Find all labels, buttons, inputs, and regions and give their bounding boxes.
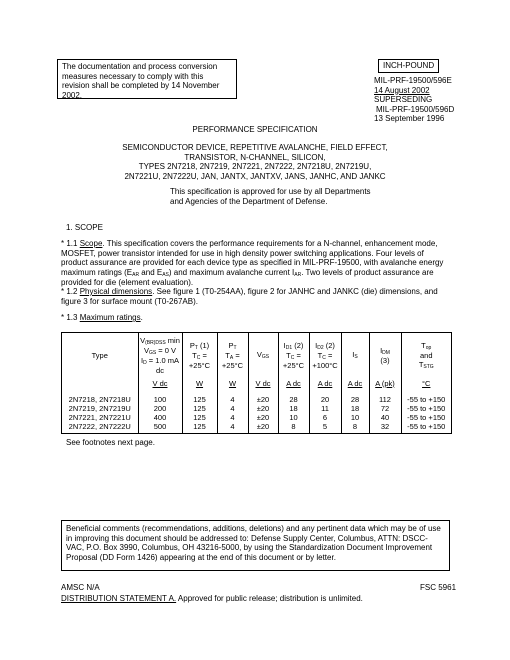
amsc-label: AMSC N/A [61,583,100,592]
col-header-id2: $I_{D2}$ (2) $T_C$ = +100°C [309,333,341,377]
approval-statement [170,187,371,206]
subject-line: 2N7221U, 2N7222U, JAN, JANTX, JANTXV, JANS, JANHC, AND JANKC [124,171,386,181]
para-text: . See figure 1 (T0-254AA), figure 2 for JANHC and JANKC (die) dimensions, and figure 3 for surface mount (T0-267AB). [61,287,438,306]
doc-date: 14 August 2002 [374,85,430,95]
para-text: and E [139,267,163,277]
para-number: * 1.3 [61,313,78,322]
para-subscript: AS [162,271,169,278]
col-header-type: Type [62,333,138,377]
para-number: * 1.1 [61,239,78,248]
unit-cell: A dc [309,377,341,389]
table-row: 2N7222, 2N7222U 500 125 4 ±20 8 5 8 32 -55 to +150 [62,422,451,431]
table-units-row [62,377,451,389]
section-heading-scope: 1. SCOPE [66,223,103,232]
para-title: Scope [79,239,103,248]
old-doc-date: 13 September 1996 [374,114,445,124]
col-header-top-tstg: $T_{op}$ and $T_{STG}$ [418,340,434,370]
para-subscript: AR [132,271,140,278]
page-title: PERFORMANCE SPECIFICATION [192,125,318,134]
col-header-id1: $I_{D1}$ (2) $T_C$ = +25°C [278,333,309,377]
paragraph-1-3 [61,313,449,323]
conversion-notice: The documentation and process conversion measures necessary to comply with this revision shall be completed by 14 November 2002. [57,59,237,99]
col-header-vgs: $V_{GS}$ [248,333,278,377]
unit-cell: °C [422,378,431,388]
doc-id: MIL-PRF-19500/596E [374,76,452,85]
maximum-ratings-table [61,332,452,434]
subject-line: TYPES 2N7218, 2N7219, 2N7221, 2N7222, 2N7218U, 2N7219U, [138,162,372,172]
table-header-row [62,333,451,377]
comments-box: Beneficial comments (recommendations, additions, deletions) and any pertinent data which may be of use in improving this document should be addressed to: Defense Supply Center, Columbus, ATTN: DSCC-VAC, P.O. Box 3990, Columbus, OH 43216-5000, by using the Standardization Document Improvement Proposal (DD Form 1426) appearing at the end of this document or by letter. [61,520,450,571]
unit-cell: V dc [248,377,278,389]
unit-cell: W [182,377,217,389]
paragraph-1-1 [61,239,449,287]
fsc-label: FSC 5961 [420,583,457,592]
para-text: ) and maximum avalanche current I [168,267,295,277]
approval-line: This specification is approved for use by all Departments [170,187,371,196]
inch-pound-label: INCH-POUND [378,59,439,73]
unit-cell: A dc [278,377,309,389]
col-header-vbrdss: $V_{(BR)DSS}$ min $V_{GS} = 0$ V $I_D = 1.0$ mA dc [138,333,182,377]
paragraph-1-2 [61,287,449,306]
para-title: Maximum ratings [79,313,141,322]
unit-cell: W [217,377,248,389]
col-header-pt-tc: $P_T$ (1) $T_C$ = +25°C [182,333,217,377]
para-title: Physical dimensions [79,287,153,296]
col-header-is: $I_S$ [341,333,369,377]
approval-line: and Agencies of the Department of Defense. [170,196,328,206]
footnotes-reference: See footnotes next page. [66,438,155,447]
para-text: . Two levels of product assurance are provided for die (element evaluation). [61,267,434,287]
document-header [374,76,494,124]
old-doc-id: MIL-PRF-19500/596D [376,104,455,114]
distribution-text: Approved for public release; distribution is unlimited. [176,594,363,603]
unit-cell: A (pk) [369,377,401,389]
table-row: 2N7221, 2N7221U 400 125 4 ±20 10 6 10 40 -55 to +150 [62,413,451,422]
col-header-pt-ta: $P_T$ $T_A$ = +25°C [217,333,248,377]
table-row: 2N7219, 2N7219U 200 125 4 ±20 18 11 18 72 -55 to +150 [62,404,451,413]
para-number: * 1.2 [61,287,78,296]
para-subscript: AR [294,271,302,278]
subject-block [0,143,510,181]
para-text: . [140,313,143,322]
superseding-label: SUPERSEDING [374,95,433,105]
unit-cell: A dc [341,377,369,389]
subject-line: TRANSISTOR, N-CHANNEL, SILICON, [184,152,326,162]
col-header-idm: $I_{DM}$ (3) [369,333,401,377]
table-row: 2N7218, 2N7218U 100 125 4 ±20 28 20 28 112 -55 to +150 [62,395,451,404]
distribution-statement [61,594,363,604]
subject-line: SEMICONDUCTOR DEVICE, REPETITIVE AVALANCHE, FIELD EFFECT, [122,143,388,152]
unit-cell: V dc [138,377,182,389]
distribution-title: DISTRIBUTION STATEMENT A. [61,594,177,603]
para-text: . This specification covers the performance requirements for a N-channel, enhancement mode, MOSFET, power transistor intended for use in high density power switching applications. Four levels of product assurance are provided for each device type as specified in MIL-PRF-19500, with avalanche energy maximum ratings (E [61,239,444,277]
